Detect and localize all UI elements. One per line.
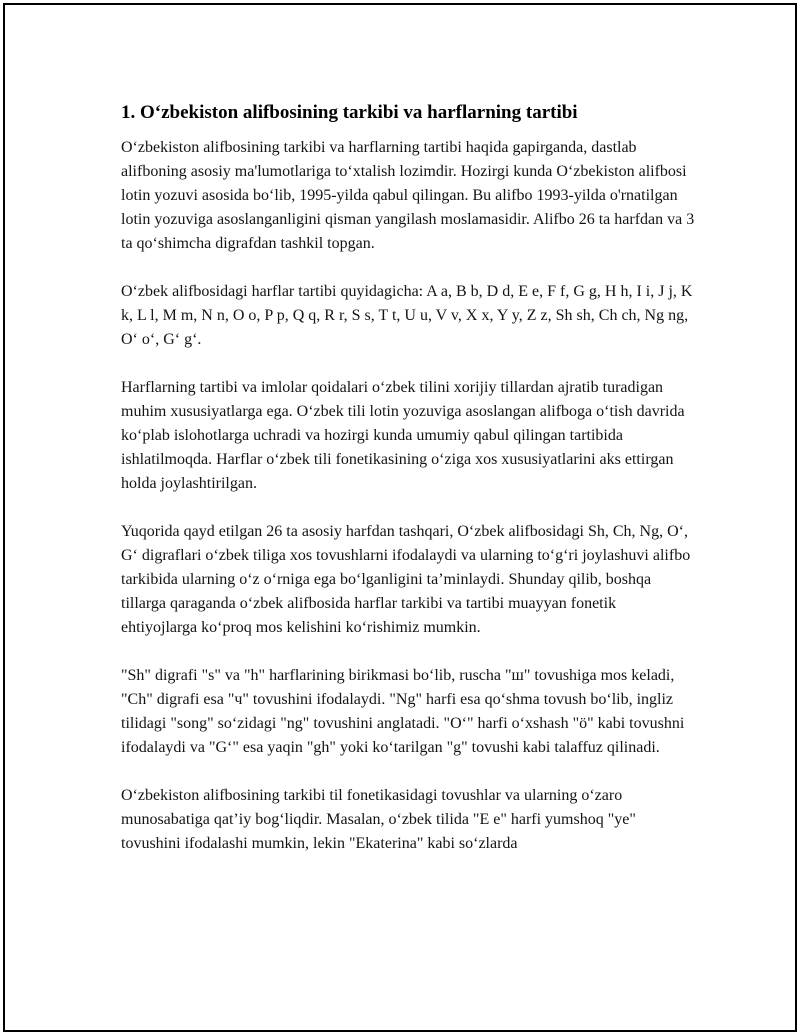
paragraph-2: O‘zbek alifbosidagi harflar tartibi quyidagicha: A a, B b, D d, E e, F f, G g, H h, I i, J j, K k, L l, M m, N n, O o, P p, Q q, R r, S s, T t, U u, V v, X x, Y y, Z z, Sh sh, Ch ch, Ng ng, O‘ o‘, G‘ g‘. — [121, 283, 693, 348]
document-body — [121, 101, 695, 880]
paragraph-4: Yuqorida qayd etilgan 26 ta asosiy harfdan tashqari, O‘zbek alifbosidagi Sh, Ch, Ng, O‘, G‘ digraflari o‘zbek tiliga xos tovushlarni ifodalaydi va ularning to‘g‘ri joylashuvi alifbo tarkibida ularning o‘z o‘rniga ega bo‘lganligini ta’minlaydi. Shunday qilib, boshqa tillarga qaraganda o‘zbek alifbosida harflar tarkibi va tartibi muayyan fonetik ehtiyojlarga ko‘proq mos kelishini ko‘rishimiz mumkin. — [121, 523, 691, 636]
paragraph-6: O‘zbekiston alifbosining tarkibi til fonetikasidagi tovushlar va ularning o‘zaro munosabatiga qat’iy bog‘liqdir. Masalan, o‘zbek tilida "E e" harfi yumshoq "ye" tovushini ifodalashi mumkin, lekin "Ekaterina" kabi so‘zlarda — [121, 787, 636, 852]
document-page — [3, 3, 797, 1032]
paragraph-1: O‘zbekiston alifbosining tarkibi va harflarning tartibi haqida gapirganda, dastlab alifboning asosiy ma'lumotlariga to‘xtalish lozimdir. Hozirgi kunda O‘zbekiston alifbosi lotin yozuvi asosida bo‘lib, 1995-yilda qabul qilingan. Bu alifbo 1993-yilda o'rnatilgan lotin yozuviga asoslanganligini qisman yangilash moslamasidir. Alifbo 26 ta harfdan va 3 ta qo‘shimcha digrafdan tashkil topgan. — [121, 139, 695, 252]
paragraph-3: Harflarning tartibi va imlolar qoidalari o‘zbek tilini xorijiy tillardan ajratib turadigan muhim xususiyatlarga ega. O‘zbek tili lotin yozuviga asoslangan alifboga o‘tish davrida ko‘plab islohotlarga uchradi va hozirgi kunda umumiy qabul qilingan tartibida ishlatilmoqda. Harflar o‘zbek tili fonetikasining o‘ziga xos xususiyatlarini aks ettirgan holda joylashtirilgan. — [121, 379, 685, 492]
section-heading: 1. O‘zbekiston alifbosining tarkibi va harflarning tartibi — [121, 102, 578, 123]
paragraph-5: "Sh" digrafi "s" va "h" harflarining birikmasi bo‘lib, ruscha "ш" tovushiga mos keladi, "Ch" digrafi esa "ч" tovushini ifodalaydi. "Ng" harfi esa qo‘shma tovush bo‘lib, ingliz tilidagi "song" so‘zidagi "ng" tovushini anglatadi. "O‘" harfi o‘xshash "ö" kabi tovushni ifodalaydi va "G‘" esa yaqin "gh" yoki ko‘tarilgan "g" tovushi kabi talaffuz qilinadi. — [121, 667, 685, 756]
